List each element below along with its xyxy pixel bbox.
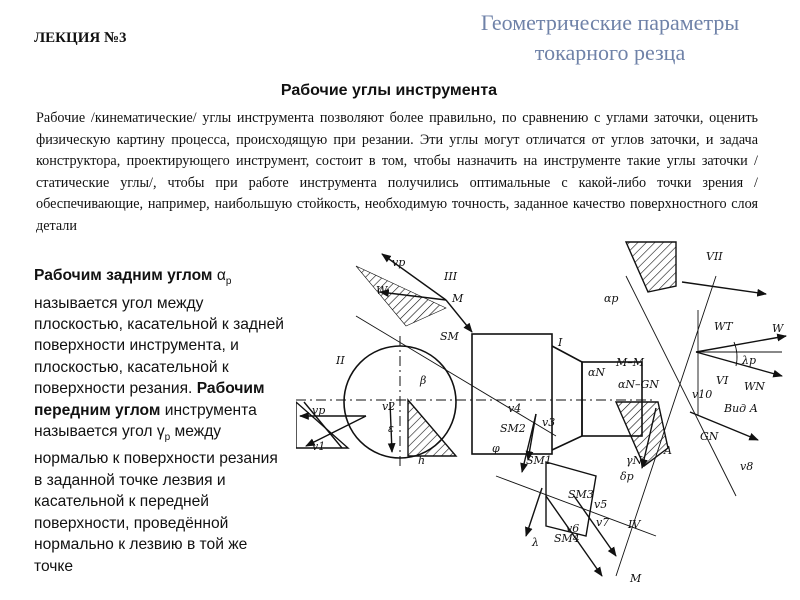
vectors: [300, 254, 786, 576]
main-title-line-2: токарного резца: [534, 40, 686, 65]
label-WN: WN: [744, 380, 765, 393]
label-III: III: [444, 270, 458, 283]
label-v4: v4: [508, 402, 522, 415]
label-alphaN: αN: [588, 366, 606, 379]
label-alphaN-GN: αN–GN: [618, 378, 659, 391]
label-SM: SM: [440, 330, 459, 343]
section-title: Рабочие углы инструмента: [280, 82, 498, 99]
main-title: [432, 8, 788, 68]
front-angle-mid: инструмента называется угол: [34, 401, 257, 440]
label-deltaP: δp: [620, 470, 634, 483]
label-vidA: Вид А: [724, 402, 758, 415]
rear-angle-subscript: р: [225, 276, 232, 288]
label-W: W: [376, 284, 388, 297]
label-h: h: [418, 454, 426, 467]
rear-angle-title: Рабочим задним углом: [34, 267, 213, 284]
label-SM3: SM3: [568, 488, 594, 501]
label-A: A: [664, 444, 672, 457]
label-VI: VI: [716, 374, 729, 387]
label-SM2: SM2: [500, 422, 526, 435]
workpiece-shaft: [296, 334, 656, 466]
label-M: M: [452, 292, 464, 305]
label-W-right: W: [772, 322, 784, 335]
front-angle-title: Рабочим передним углом: [34, 380, 265, 419]
front-angle-definition: между нормалью к поверхности резания в заданной точке лезвия и касательной к передней поверхности, проведённой нормально к лезвию в той же точке: [34, 422, 278, 575]
lecture-label: ЛЕКЦИЯ №3: [34, 30, 127, 46]
label-v1: v1: [312, 440, 326, 453]
front-angle-subscript: р: [164, 432, 171, 444]
label-epsilon: ε: [388, 422, 394, 435]
label-SM4: SM4: [554, 532, 580, 545]
label-v6: v6: [566, 522, 580, 535]
label-v10: v10: [692, 388, 713, 401]
main-title-line-1: Геометрические параметры: [480, 10, 740, 35]
label-alphaP: αp: [604, 292, 619, 305]
label-MM: M–M: [616, 356, 645, 369]
rear-angle-definition: называется угол между плоскостью, касательной к задней поверхности инструмента, и плоскостью, касательной к поверхности резания.: [34, 294, 284, 398]
intro-paragraph: Рабочие /кинематические/ углы инструмента позволяют более правильно, по сравнению с углами заточки, оценить физическую картину процесса, происходящую при резании. Эти углы могут отличатся от углов заточки, и задача конструктора, проектирующего инструмент, состоит в том, чтобы назначить на инструменте такие углы заточки /статические углы/, чтобы при работе инструмента получились оптимальные с какой-либо точки зрения /обеспечивающие, например, наибольшую стойкость, необходимую точность, заданное качество поверхностного слоя детали: [36, 110, 758, 234]
label-M-bottom: M: [630, 572, 642, 585]
label-lambdaP: λp: [742, 354, 757, 367]
label-WT: WT: [714, 320, 733, 333]
label-IV: IV: [628, 518, 641, 531]
tool-angles-diagram: [296, 236, 796, 600]
label-v3: v3: [542, 416, 556, 429]
figure-labels: [312, 250, 785, 585]
label-vp: vp: [392, 256, 406, 269]
label-SM1: SM1: [526, 454, 552, 467]
label-v7: v7: [596, 516, 610, 529]
front-angle-symbol: γ: [156, 422, 165, 440]
definitions-text: [34, 265, 286, 600]
label-v8: v8: [740, 460, 754, 473]
rear-angle-symbol: α: [216, 267, 226, 284]
label-lambda: λ: [532, 536, 539, 549]
label-II: II: [336, 354, 345, 367]
label-phi: φ: [492, 442, 500, 455]
label-VII: VII: [706, 250, 723, 263]
label-beta: β: [420, 374, 427, 387]
label-GN: GN: [700, 430, 719, 443]
label-gammaN: γN: [626, 454, 643, 467]
label-v5: v5: [594, 498, 608, 511]
label-v2: v2: [382, 400, 396, 413]
label-I: I: [558, 336, 563, 349]
label-vp-left: vp: [312, 404, 326, 417]
